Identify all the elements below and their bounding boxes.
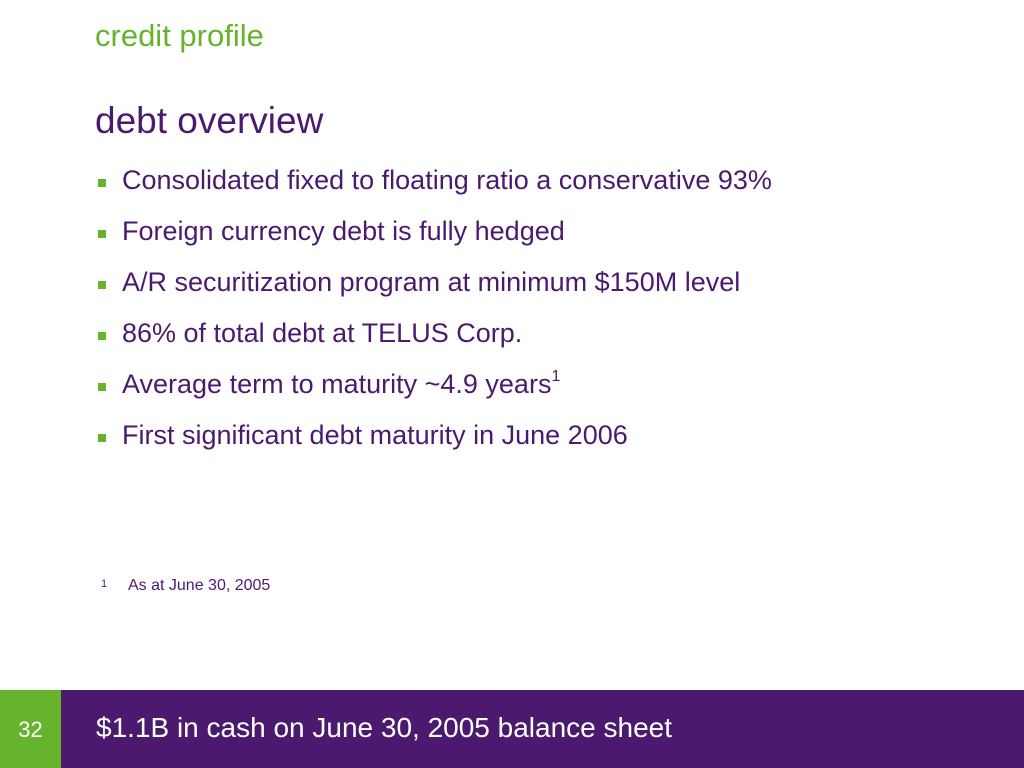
bullet-item xyxy=(98,267,772,318)
slide-heading: debt overview xyxy=(95,100,324,141)
footnote xyxy=(101,577,270,595)
square-bullet-icon xyxy=(98,179,106,187)
bullet-item xyxy=(98,216,772,267)
bullet-item xyxy=(98,369,772,420)
footnote-reference: 1 xyxy=(551,368,561,385)
square-bullet-icon xyxy=(98,332,106,340)
bullet-item xyxy=(98,420,772,471)
bullet-text: Foreign currency debt is fully hedged xyxy=(122,216,565,246)
bullet-text: 86% of total debt at TELUS Corp. xyxy=(122,318,523,348)
bullet-item xyxy=(98,318,772,369)
square-bullet-icon xyxy=(98,281,106,289)
footnote-mark: 1 xyxy=(101,578,108,590)
square-bullet-icon xyxy=(98,434,106,442)
footer-bar xyxy=(0,690,1024,768)
footer-text: $1.1B in cash on June 30, 2005 balance sheet xyxy=(96,712,672,743)
bullet-text: A/R securitization program at minimum $150M level xyxy=(122,267,741,297)
bullet-text: Average term to maturity ~4.9 years xyxy=(122,369,552,399)
page-number: 32 xyxy=(18,717,43,742)
square-bullet-icon xyxy=(98,230,106,238)
bullet-item xyxy=(98,165,772,216)
section-title: credit profile xyxy=(95,18,264,53)
bullet-text: First significant debt maturity in June 2006 xyxy=(122,420,628,450)
footnote-text: As at June 30, 2005 xyxy=(128,577,271,594)
page-number-box xyxy=(0,690,61,768)
bullet-list xyxy=(98,165,772,471)
square-bullet-icon xyxy=(98,383,106,391)
bullet-text: Consolidated fixed to floating ratio a conservative 93% xyxy=(122,165,772,195)
